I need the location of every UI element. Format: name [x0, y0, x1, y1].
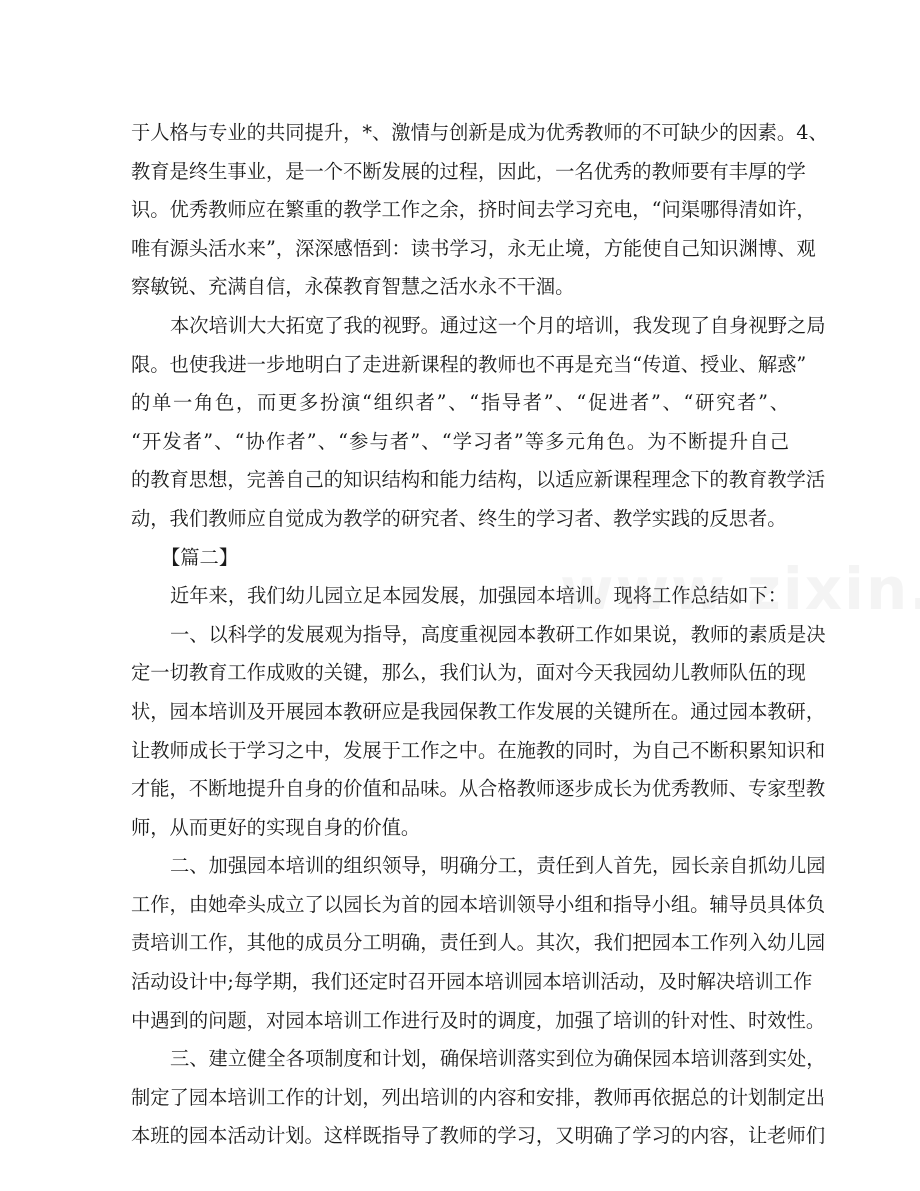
paragraph-6 — [131, 1040, 826, 1156]
text-line: 师，从而更好的实现自身的价值。 — [131, 815, 421, 839]
text-line: 本次培训大大拓宽了我的视野。通过这一个月的培训，我发现了自身视野之局 — [170, 313, 826, 337]
text-line: 教育是终生事业，是一个不断发展的过程，因此，一名优秀的教师要有丰厚的学 — [131, 159, 806, 183]
text-line: 让教师成长于学习之中，发展于工作之中。在施教的同时，为自己不断积累知识和 — [131, 738, 826, 762]
section-heading: 【篇二】 — [161, 545, 239, 569]
text-line: 的单一角色，而更多扮演“组织者”、“指导者”、“促进者”、“研究者”、 — [131, 391, 789, 415]
text-line: 中遇到的问题，对园本培训工作进行及时的调度，加强了培训的针对性、时效性。 — [131, 1008, 826, 1032]
text-line: 近年来，我们幼儿园立足本园发展，加强园本培训。现将工作总结如下： — [170, 584, 787, 608]
text-line: 活动设计中;每学期，我们还定时召开园本培训园本培训活动，及时解决培训工作 — [131, 970, 813, 994]
document-page — [131, 114, 828, 1156]
text-line: 唯有源头活水来”，深深感悟到：读书学习，永无止境，方能使自己知识渊博、观 — [131, 236, 816, 260]
text-line: 二、加强园本培训的组织领导，明确分工，责任到人首先，园长亲自抓幼儿园 — [170, 854, 826, 878]
paragraph-5 — [131, 847, 826, 1040]
paragraph-2 — [131, 307, 826, 539]
text-line: 于人格与专业的共同提升，*、激情与创新是成为优秀教师的不可缺少的因素。4、 — [131, 121, 828, 144]
text-line: 一、以科学的发展观为指导，高度重视园本教研工作如果说，教师的素质是决 — [170, 622, 826, 646]
paragraph-4 — [131, 616, 826, 848]
text-line: 才能，不断地提升自身的价值和品味。从合格教师逐步成长为优秀教师、专家型教 — [131, 777, 826, 801]
text-line: 制定了园本培训工作的计划，列出培训的内容和安排，教师再依据总的计划制定出 — [131, 1085, 826, 1109]
text-line: 识。优秀教师应在繁重的教学工作之余，挤时间去学习充电，“问渠哪得清如许， — [131, 198, 816, 222]
text-line: 工作，由她牵头成立了以园长为首的园本培训领导小组和指导小组。辅导员具体负 — [131, 892, 826, 916]
text-line: 定一切教育工作成败的关键，那么，我们认为，面对今天我园幼儿教师队伍的现 — [131, 661, 806, 685]
text-line: 责培训工作，其他的成员分工明确，责任到人。其次，我们把园本工作列入幼儿园 — [131, 931, 826, 955]
text-line: 察敏锐、充满自信，永葆教育智慧之活水永不干涸。 — [131, 275, 575, 299]
paragraph-1 — [131, 114, 828, 307]
text-line: 状，园本培训及开展园本教研应是我园保教工作发展的关键所在。通过园本教研， — [131, 699, 826, 723]
text-line: 动，我们教师应自觉成为教学的研究者、终生的学习者、教学实践的反思者。 — [131, 506, 787, 530]
text-line: 的教育思想，完善自己的知识结构和能力结构，以适应新课程理念下的教育教学活 — [131, 468, 826, 492]
text-line: 本班的园本活动计划。这样既指导了教师的学习，又明确了学习的内容，让老师们 — [131, 1124, 826, 1148]
text-line: 三、建立健全各项制度和计划，确保培训落实到位为确保园本培训落到实处， — [170, 1047, 826, 1071]
text-line: “开发者”、“协作者”、“参与者”、“学习者”等多元角色。为不断提升自己 — [131, 429, 789, 453]
text-line: 限。也使我进一步地明白了走进新课程的教师也不再是充当“传道、授业、解惑” — [131, 352, 807, 376]
paragraph-3 — [131, 577, 789, 616]
